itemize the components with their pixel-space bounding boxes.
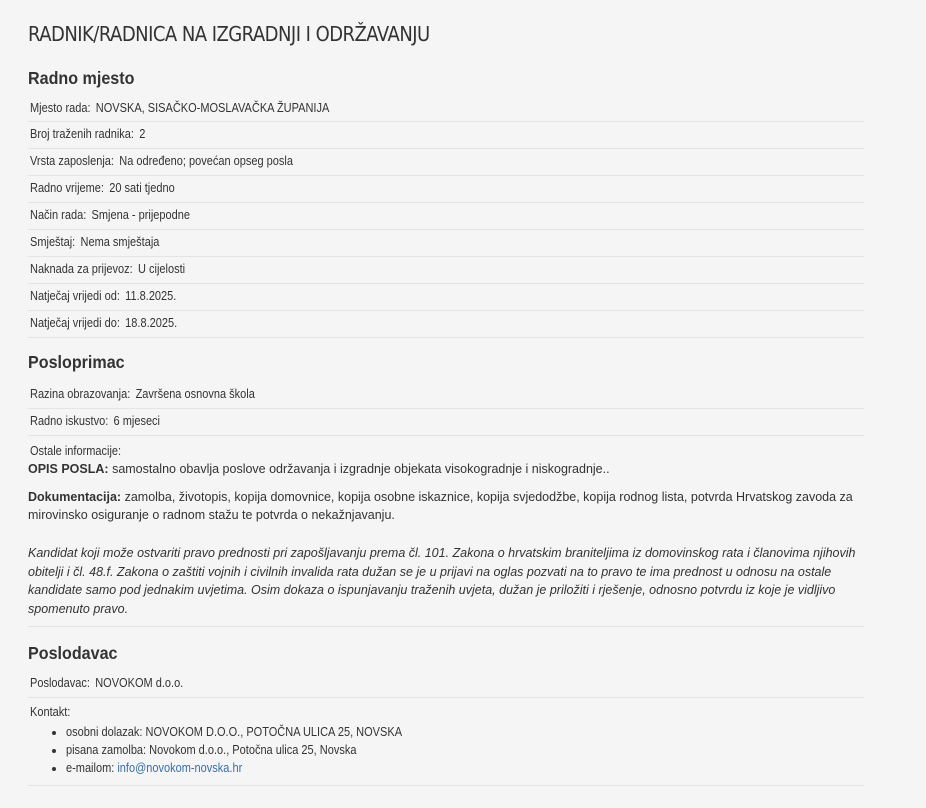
detail-label: Broj traženih radnika: <box>30 127 134 141</box>
ostale-label: Ostale informacije: <box>30 444 122 458</box>
contact-list <box>28 723 864 777</box>
detail-row <box>28 230 864 257</box>
detail-row <box>28 382 864 409</box>
section-radno-mjesto <box>28 68 864 338</box>
detail-label: Natječaj vrijedi od: <box>30 289 120 303</box>
email-link[interactable]: info@novokom-novska.hr <box>117 761 243 775</box>
detail-row <box>28 409 864 436</box>
section-poslodavac <box>28 643 864 786</box>
section-heading: Radno mjesto <box>28 68 135 88</box>
detail-label: Natječaj vrijedi do: <box>30 316 120 330</box>
dokumentacija <box>28 488 864 524</box>
detail-row <box>28 176 864 203</box>
list-item: • osobni dolazak: NOVOKOM D.O.O., POTOČNA ULICA 25, NOVSKA <box>66 723 864 741</box>
detail-row <box>28 284 864 311</box>
page-title: RADNIK/RADNICA NA IZGRADNJI I ODRŽAVANJU <box>28 22 430 46</box>
section-divider <box>28 785 864 786</box>
detail-row <box>28 671 864 698</box>
dokumentacija-label: Dokumentacija: <box>28 490 122 504</box>
detail-value: 11.8.2025. <box>125 289 177 303</box>
detail-value: 2 <box>139 127 146 141</box>
detail-row <box>28 122 864 149</box>
detail-label: Smještaj: <box>30 235 76 249</box>
opis-text: samostalno obavlja poslove održavanja i izgradnje objekata visokogradnje i niskogradnje.. <box>112 462 610 476</box>
detail-label: Vrsta zaposlenja: <box>30 154 114 168</box>
detail-value: NOVSKA, SISAČKO-MOSLAVAČKA ŽUPANIJA <box>95 101 330 115</box>
detail-label: Radno vrijeme: <box>30 181 104 195</box>
detail-value: Završena osnovna škola <box>135 387 255 401</box>
detail-row <box>28 257 864 284</box>
opis-label: OPIS POSLA: <box>28 462 109 476</box>
detail-value: 18.8.2025. <box>125 316 178 330</box>
detail-label: Razina obrazovanja: <box>30 387 131 401</box>
detail-value: 6 mjeseci <box>113 414 161 428</box>
list-item <box>66 759 864 777</box>
detail-label: Naknada za prijevoz: <box>30 262 133 276</box>
detail-row <box>28 203 864 230</box>
detail-row <box>28 96 864 122</box>
section-divider <box>28 626 864 627</box>
detail-label: Mjesto rada: <box>30 101 91 115</box>
detail-value: NOVOKOM d.o.o. <box>95 676 184 690</box>
detail-value: 20 sati tjedno <box>109 181 175 195</box>
dokumentacija-text: zamolba, životopis, kopija domovnice, kopija osobne iskaznice, kopija svjedodžbe, kopija rodnog lista, potvrda Hrvatskog zavoda za mirovinsko osiguranje o radnom stažu te potvrda o nekažnjavanju. <box>28 490 853 522</box>
detail-label: Poslodavac: <box>30 676 90 690</box>
list-item: • pisana zamolba: Novokom d.o.o., Potočna ulica 25, Novska <box>66 741 864 759</box>
opis-posla <box>28 460 864 478</box>
prednost-note: Kandidat koji može ostvariti pravo prednosti pri zapošljavanju prema čl. 101. Zakona o hrvatskim braniteljima iz domovinskog rata i članovima njihovih obitelji i čl. 48.f. Zakona o zaštiti vojnih i civilnih invalida rata dužan se je u prijavi na oglas pozvati na to pravo te ima prednost u odnosu na ostale kandidate samo pod jednakim uvjetima. Osim dokaza o ispunjavanju traženih uvjeta, dužan je priložiti i rješenje, odnosno potvrdu iz koje je vidljivo spomenuto pravo. <box>28 546 856 616</box>
kontakt-label: Kontakt: <box>30 705 71 719</box>
detail-value: Smjena - prijepodne <box>91 208 190 222</box>
detail-value: U cijelosti <box>138 262 186 276</box>
email-label: e-mailom: <box>66 761 115 775</box>
detail-row <box>28 311 864 338</box>
section-posloprimac <box>28 352 864 627</box>
detail-label: Način rada: <box>30 208 87 222</box>
detail-value: Nema smještaja <box>80 235 160 249</box>
detail-label: Radno iskustvo: <box>30 414 109 428</box>
detail-row <box>28 149 864 176</box>
section-heading: Posloprimac <box>28 352 125 372</box>
section-heading: Poslodavac <box>28 643 118 663</box>
detail-value: Na određeno; povećan opseg posla <box>119 154 293 168</box>
